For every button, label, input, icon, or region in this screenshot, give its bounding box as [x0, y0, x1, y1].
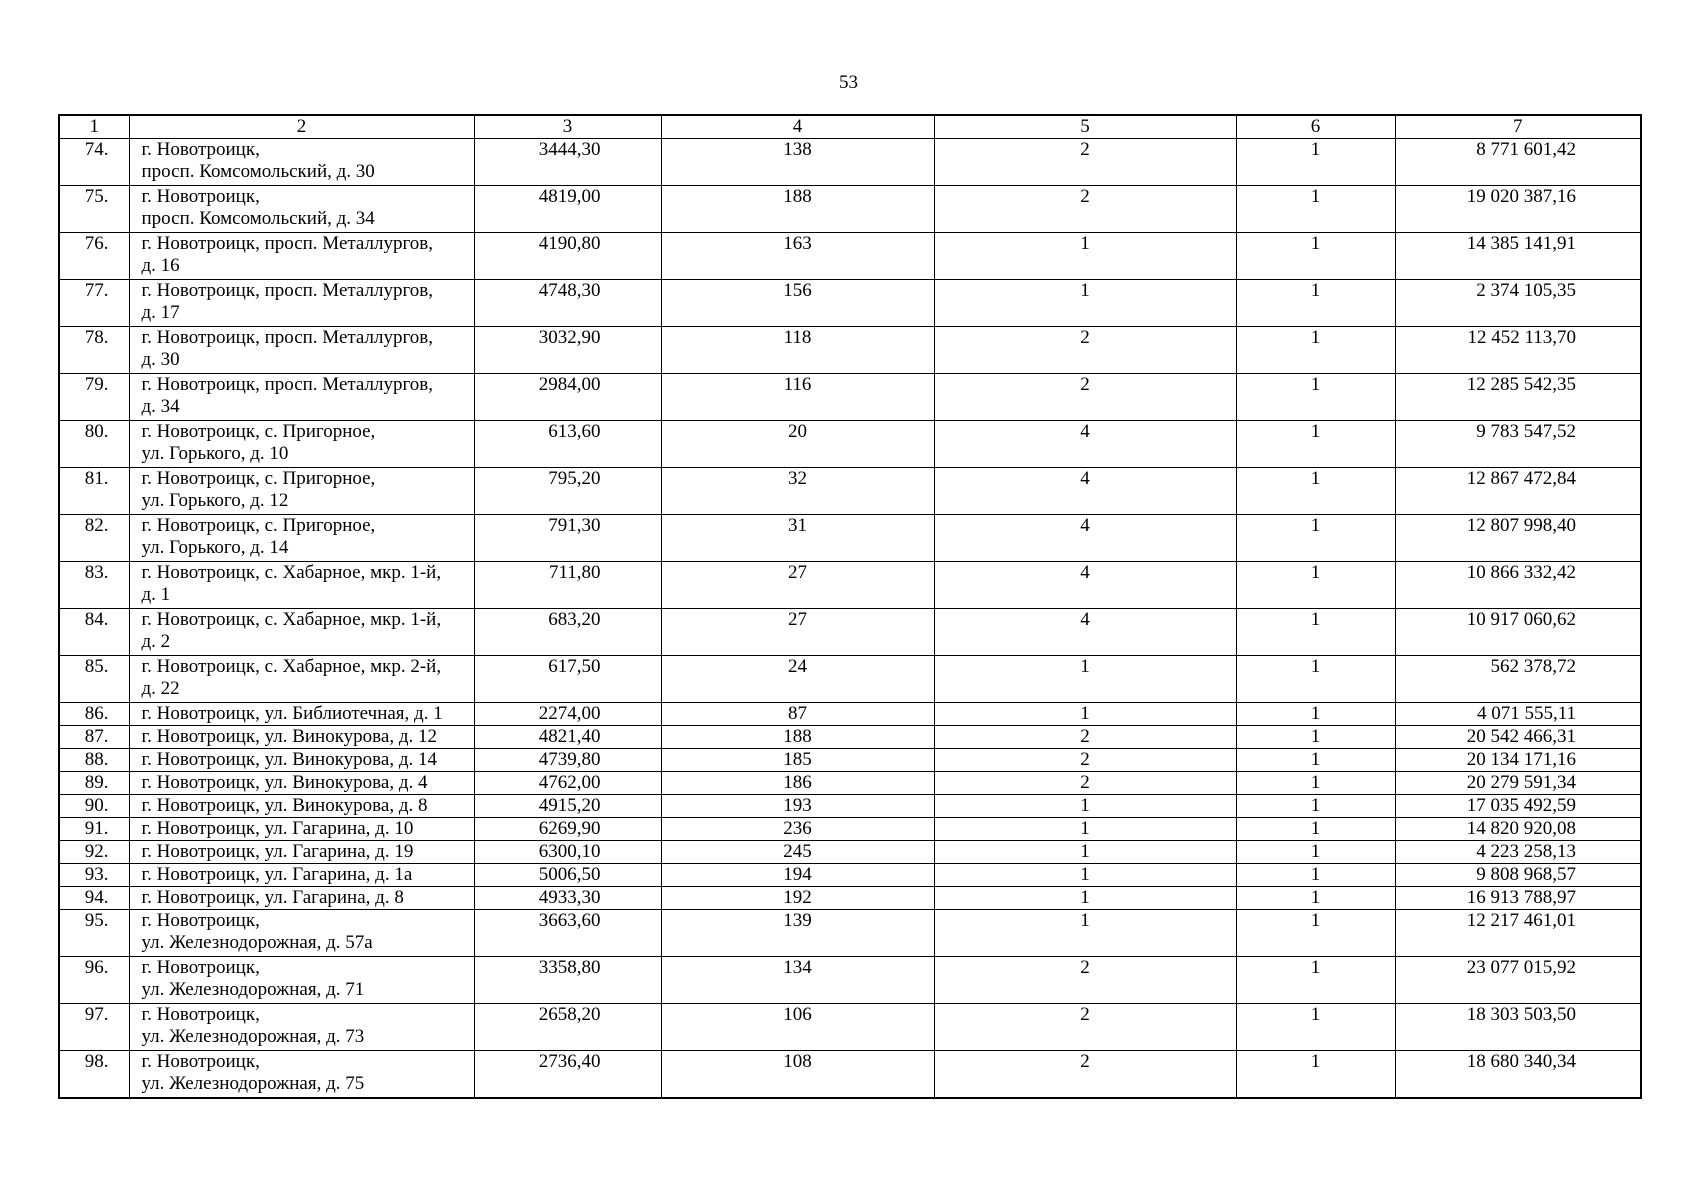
column-5-cell: 1 — [934, 795, 1236, 818]
address-cell — [129, 795, 474, 818]
row-number-cell: 85. — [59, 656, 129, 703]
column-6-cell: 1 — [1236, 772, 1395, 795]
column-5-cell: 1 — [934, 910, 1236, 957]
header-row — [59, 115, 1641, 139]
column-6-cell: 1 — [1236, 887, 1395, 910]
column-5-cell: 1 — [934, 280, 1236, 327]
address-line: ул. Горького, д. 10 — [141, 443, 289, 464]
column-5-cell: 1 — [934, 703, 1236, 726]
cost-cell: 23 077 015,92 — [1395, 957, 1641, 1004]
column-header: 7 — [1395, 115, 1641, 139]
column-4-cell: 27 — [661, 562, 934, 609]
table-row — [59, 1004, 1641, 1051]
column-6-cell: 1 — [1236, 562, 1395, 609]
column-header: 3 — [474, 115, 661, 139]
table-row — [59, 562, 1641, 609]
row-number-cell: 83. — [59, 562, 129, 609]
column-4-cell: 20 — [661, 421, 934, 468]
row-number-cell: 96. — [59, 957, 129, 1004]
address-line: г. Новотроицк, ул. Винокурова, д. 8 — [141, 795, 428, 816]
table-row — [59, 772, 1641, 795]
area-cell: 4190,80 — [474, 233, 661, 280]
address-line: ул. Железнодорожная, д. 75 — [141, 1073, 365, 1094]
column-5-cell: 1 — [934, 864, 1236, 887]
address-line: г. Новотроицк, с. Пригорное, — [141, 421, 376, 442]
column-5-cell: 4 — [934, 562, 1236, 609]
row-number-cell: 78. — [59, 327, 129, 374]
table-row — [59, 818, 1641, 841]
table-row — [59, 795, 1641, 818]
column-5-cell: 1 — [934, 887, 1236, 910]
row-number-cell: 77. — [59, 280, 129, 327]
address-cell — [129, 726, 474, 749]
column-4-cell: 27 — [661, 609, 934, 656]
column-6-cell: 1 — [1236, 280, 1395, 327]
column-header: 4 — [661, 115, 934, 139]
area-cell: 2984,00 — [474, 374, 661, 421]
column-4-cell: 106 — [661, 1004, 934, 1051]
cost-cell: 9 808 968,57 — [1395, 864, 1641, 887]
area-cell: 5006,50 — [474, 864, 661, 887]
column-6-cell: 1 — [1236, 515, 1395, 562]
area-cell: 6269,90 — [474, 818, 661, 841]
column-header: 1 — [59, 115, 129, 139]
column-6-cell: 1 — [1236, 703, 1395, 726]
address-line: г. Новотроицк, ул. Гагарина, д. 10 — [141, 818, 414, 839]
column-4-cell: 245 — [661, 841, 934, 864]
row-number-cell: 97. — [59, 1004, 129, 1051]
address-cell — [129, 280, 474, 327]
column-6-cell: 1 — [1236, 1004, 1395, 1051]
cost-cell: 562 378,72 — [1395, 656, 1641, 703]
column-4-cell: 108 — [661, 1051, 934, 1099]
address-line: д. 34 — [141, 396, 180, 417]
address-line: д. 17 — [141, 302, 180, 323]
row-number-cell: 86. — [59, 703, 129, 726]
column-4-cell: 32 — [661, 468, 934, 515]
table-row — [59, 726, 1641, 749]
column-6-cell: 1 — [1236, 186, 1395, 233]
area-cell: 711,80 — [474, 562, 661, 609]
row-number-cell: 87. — [59, 726, 129, 749]
column-5-cell: 1 — [934, 818, 1236, 841]
cost-cell: 20 134 171,16 — [1395, 749, 1641, 772]
address-line: г. Новотроицк, — [141, 139, 260, 160]
column-6-cell: 1 — [1236, 818, 1395, 841]
cost-cell: 12 867 472,84 — [1395, 468, 1641, 515]
row-number-cell: 75. — [59, 186, 129, 233]
address-line: г. Новотроицк, ул. Винокурова, д. 12 — [141, 726, 438, 747]
area-cell: 3032,90 — [474, 327, 661, 374]
column-header: 5 — [934, 115, 1236, 139]
table-row — [59, 186, 1641, 233]
column-6-cell: 1 — [1236, 656, 1395, 703]
address-line: г. Новотроицк, ул. Винокурова, д. 14 — [141, 749, 438, 770]
table-row — [59, 233, 1641, 280]
table-row — [59, 864, 1641, 887]
column-5-cell: 2 — [934, 772, 1236, 795]
address-cell — [129, 818, 474, 841]
column-4-cell: 163 — [661, 233, 934, 280]
address-cell — [129, 421, 474, 468]
cost-cell: 16 913 788,97 — [1395, 887, 1641, 910]
cost-cell: 14 385 141,91 — [1395, 233, 1641, 280]
column-5-cell: 2 — [934, 957, 1236, 1004]
row-number-cell: 98. — [59, 1051, 129, 1099]
column-6-cell: 1 — [1236, 749, 1395, 772]
area-cell: 3358,80 — [474, 957, 661, 1004]
table-row — [59, 374, 1641, 421]
address-cell — [129, 139, 474, 186]
address-cell — [129, 864, 474, 887]
area-cell: 4933,30 — [474, 887, 661, 910]
column-4-cell: 31 — [661, 515, 934, 562]
row-number-cell: 81. — [59, 468, 129, 515]
column-5-cell: 2 — [934, 327, 1236, 374]
address-line: г. Новотроицк, с. Пригорное, — [141, 515, 376, 536]
table-header — [59, 115, 1641, 139]
table-row — [59, 327, 1641, 374]
address-line: г. Новотроицк, ул. Библиотечная, д. 1 — [141, 703, 443, 724]
cost-cell: 10 866 332,42 — [1395, 562, 1641, 609]
cost-cell: 12 217 461,01 — [1395, 910, 1641, 957]
row-number-cell: 90. — [59, 795, 129, 818]
area-cell: 613,60 — [474, 421, 661, 468]
address-line: ул. Горького, д. 12 — [141, 490, 289, 511]
area-cell: 6300,10 — [474, 841, 661, 864]
area-cell: 4762,00 — [474, 772, 661, 795]
cost-cell: 14 820 920,08 — [1395, 818, 1641, 841]
table-row — [59, 749, 1641, 772]
column-4-cell: 194 — [661, 864, 934, 887]
table-row — [59, 421, 1641, 468]
table-row — [59, 887, 1641, 910]
address-line: г. Новотроицк, ул. Гагарина, д. 1а — [141, 864, 413, 885]
address-cell — [129, 656, 474, 703]
cost-cell: 2 374 105,35 — [1395, 280, 1641, 327]
table-row — [59, 841, 1641, 864]
column-4-cell: 139 — [661, 910, 934, 957]
column-5-cell: 1 — [934, 656, 1236, 703]
column-6-cell: 1 — [1236, 841, 1395, 864]
column-4-cell: 236 — [661, 818, 934, 841]
column-5-cell: 4 — [934, 468, 1236, 515]
area-cell: 4819,00 — [474, 186, 661, 233]
column-header: 6 — [1236, 115, 1395, 139]
area-cell: 4739,80 — [474, 749, 661, 772]
table-row — [59, 910, 1641, 957]
column-5-cell: 2 — [934, 1051, 1236, 1099]
address-cell — [129, 233, 474, 280]
address-line: г. Новотроицк, ул. Гагарина, д. 8 — [141, 887, 404, 908]
area-cell: 2274,00 — [474, 703, 661, 726]
address-line: г. Новотроицк, ул. Гагарина, д. 19 — [141, 841, 414, 862]
row-number-cell: 84. — [59, 609, 129, 656]
column-4-cell: 24 — [661, 656, 934, 703]
table-row — [59, 609, 1641, 656]
address-line: г. Новотроицк, с. Хабарное, мкр. 1-й, — [141, 562, 442, 583]
column-4-cell: 156 — [661, 280, 934, 327]
address-line: г. Новотроицк, с. Хабарное, мкр. 2-й, — [141, 656, 442, 677]
column-4-cell: 188 — [661, 726, 934, 749]
column-6-cell: 1 — [1236, 910, 1395, 957]
area-cell: 2658,20 — [474, 1004, 661, 1051]
column-4-cell: 87 — [661, 703, 934, 726]
address-cell — [129, 887, 474, 910]
address-line: д. 16 — [141, 255, 180, 276]
table-row — [59, 468, 1641, 515]
address-line: г. Новотроицк, просп. Металлургов, — [141, 327, 434, 348]
address-cell — [129, 1051, 474, 1099]
table-row — [59, 703, 1641, 726]
address-cell — [129, 609, 474, 656]
cost-cell: 10 917 060,62 — [1395, 609, 1641, 656]
cost-cell: 17 035 492,59 — [1395, 795, 1641, 818]
address-line: г. Новотроицк, — [141, 910, 260, 931]
area-cell: 4748,30 — [474, 280, 661, 327]
area-cell: 2736,40 — [474, 1051, 661, 1099]
address-line: г. Новотроицк, — [141, 957, 260, 978]
area-cell: 617,50 — [474, 656, 661, 703]
address-cell — [129, 749, 474, 772]
page-number: 53 — [839, 72, 858, 93]
row-number-cell: 93. — [59, 864, 129, 887]
cost-cell: 12 807 998,40 — [1395, 515, 1641, 562]
address-line: г. Новотроицк, — [141, 1004, 260, 1025]
cost-cell: 18 680 340,34 — [1395, 1051, 1641, 1099]
column-5-cell: 4 — [934, 515, 1236, 562]
cost-cell: 19 020 387,16 — [1395, 186, 1641, 233]
row-number-cell: 95. — [59, 910, 129, 957]
table-row — [59, 656, 1641, 703]
address-cell — [129, 772, 474, 795]
column-5-cell: 1 — [934, 841, 1236, 864]
address-cell — [129, 374, 474, 421]
area-cell: 795,20 — [474, 468, 661, 515]
column-4-cell: 188 — [661, 186, 934, 233]
row-number-cell: 76. — [59, 233, 129, 280]
column-4-cell: 118 — [661, 327, 934, 374]
row-number-cell: 74. — [59, 139, 129, 186]
row-number-cell: 91. — [59, 818, 129, 841]
cost-cell: 18 303 503,50 — [1395, 1004, 1641, 1051]
data-table — [58, 114, 1642, 1099]
column-5-cell: 2 — [934, 139, 1236, 186]
cost-cell: 8 771 601,42 — [1395, 139, 1641, 186]
address-line: г. Новотроицк, — [141, 1051, 260, 1072]
column-6-cell: 1 — [1236, 374, 1395, 421]
row-number-cell: 82. — [59, 515, 129, 562]
column-5-cell: 2 — [934, 726, 1236, 749]
address-cell — [129, 327, 474, 374]
table-row — [59, 957, 1641, 1004]
address-cell — [129, 703, 474, 726]
cost-cell: 20 542 466,31 — [1395, 726, 1641, 749]
row-number-cell: 88. — [59, 749, 129, 772]
cost-cell: 4 223 258,13 — [1395, 841, 1641, 864]
address-line: просп. Комсомольский, д. 34 — [141, 208, 375, 229]
column-4-cell: 186 — [661, 772, 934, 795]
column-4-cell: 134 — [661, 957, 934, 1004]
table-row — [59, 139, 1641, 186]
address-cell — [129, 841, 474, 864]
address-line: г. Новотроицк, ул. Винокурова, д. 4 — [141, 772, 428, 793]
area-cell: 683,20 — [474, 609, 661, 656]
address-line: д. 22 — [141, 678, 180, 699]
address-cell — [129, 910, 474, 957]
row-number-cell: 79. — [59, 374, 129, 421]
column-header: 2 — [129, 115, 474, 139]
address-cell — [129, 186, 474, 233]
column-6-cell: 1 — [1236, 864, 1395, 887]
column-5-cell: 2 — [934, 1004, 1236, 1051]
row-number-cell: 89. — [59, 772, 129, 795]
cost-cell: 12 285 542,35 — [1395, 374, 1641, 421]
cost-cell: 20 279 591,34 — [1395, 772, 1641, 795]
column-6-cell: 1 — [1236, 609, 1395, 656]
table-body — [59, 139, 1641, 1099]
address-line: д. 2 — [141, 631, 171, 652]
column-6-cell: 1 — [1236, 795, 1395, 818]
address-line: ул. Железнодорожная, д. 73 — [141, 1026, 365, 1047]
column-6-cell: 1 — [1236, 421, 1395, 468]
row-number-cell: 80. — [59, 421, 129, 468]
address-cell — [129, 468, 474, 515]
column-6-cell: 1 — [1236, 1051, 1395, 1099]
address-cell — [129, 1004, 474, 1051]
area-cell: 4915,20 — [474, 795, 661, 818]
area-cell: 3663,60 — [474, 910, 661, 957]
column-6-cell: 1 — [1236, 233, 1395, 280]
address-line: ул. Железнодорожная, д. 57а — [141, 932, 373, 953]
area-cell: 4821,40 — [474, 726, 661, 749]
address-cell — [129, 957, 474, 1004]
column-6-cell: 1 — [1236, 327, 1395, 374]
column-6-cell: 1 — [1236, 139, 1395, 186]
address-cell — [129, 515, 474, 562]
area-cell: 3444,30 — [474, 139, 661, 186]
column-6-cell: 1 — [1236, 726, 1395, 749]
column-4-cell: 192 — [661, 887, 934, 910]
address-line: ул. Горького, д. 14 — [141, 537, 289, 558]
address-line: г. Новотроицк, просп. Металлургов, — [141, 233, 434, 254]
column-5-cell: 4 — [934, 421, 1236, 468]
row-number-cell: 92. — [59, 841, 129, 864]
address-line: г. Новотроицк, просп. Металлургов, — [141, 374, 434, 395]
address-line: просп. Комсомольский, д. 30 — [141, 161, 375, 182]
column-5-cell: 2 — [934, 186, 1236, 233]
cost-cell: 4 071 555,11 — [1395, 703, 1641, 726]
column-4-cell: 193 — [661, 795, 934, 818]
address-line: г. Новотроицк, с. Пригорное, — [141, 468, 376, 489]
column-4-cell: 185 — [661, 749, 934, 772]
column-6-cell: 1 — [1236, 957, 1395, 1004]
address-line: г. Новотроицк, с. Хабарное, мкр. 1-й, — [141, 609, 442, 630]
column-5-cell: 4 — [934, 609, 1236, 656]
table-row — [59, 280, 1641, 327]
address-line: г. Новотроицк, — [141, 186, 260, 207]
column-4-cell: 116 — [661, 374, 934, 421]
address-line: д. 30 — [141, 349, 180, 370]
table-row — [59, 1051, 1641, 1099]
column-5-cell: 2 — [934, 374, 1236, 421]
table-row — [59, 515, 1641, 562]
cost-cell: 9 783 547,52 — [1395, 421, 1641, 468]
row-number-cell: 94. — [59, 887, 129, 910]
address-line: г. Новотроицк, просп. Металлургов, — [141, 280, 434, 301]
address-line: ул. Железнодорожная, д. 71 — [141, 979, 365, 1000]
column-5-cell: 2 — [934, 749, 1236, 772]
area-cell: 791,30 — [474, 515, 661, 562]
column-6-cell: 1 — [1236, 468, 1395, 515]
column-5-cell: 1 — [934, 233, 1236, 280]
address-line: д. 1 — [141, 584, 171, 605]
cost-cell: 12 452 113,70 — [1395, 327, 1641, 374]
address-cell — [129, 562, 474, 609]
column-4-cell: 138 — [661, 139, 934, 186]
